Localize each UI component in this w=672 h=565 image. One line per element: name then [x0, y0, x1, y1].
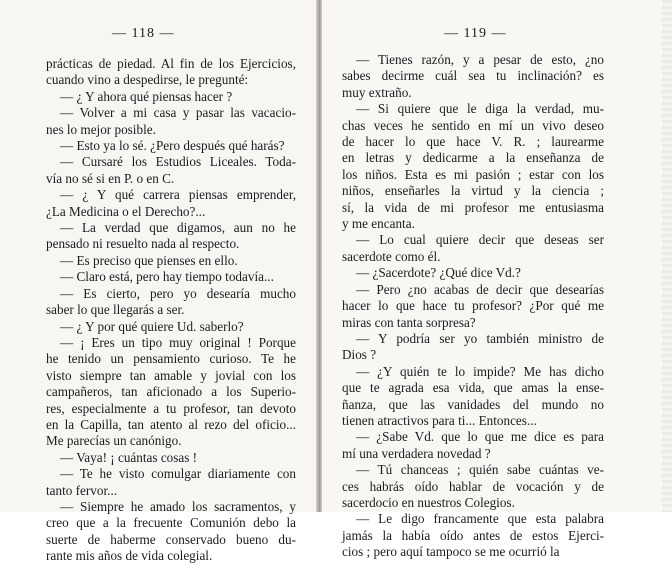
text-line: — ¡ Eres un tipo muy original ! Porque	[60, 334, 296, 350]
text-line: — Es cierto, pero yo desearía mucho	[60, 285, 296, 301]
text-line: — ¿ Y qué carrera piensas emprender,	[60, 187, 296, 203]
text-line: prácticas de piedad. Al fin de los Ejercicios,	[46, 56, 296, 71]
page-body-text	[342, 52, 604, 561]
text-line: en la Capilla, tan atento al rezo del oficio...	[46, 416, 296, 432]
text-line: Dios ?	[342, 347, 377, 363]
text-line: tienen atractivos para ti... Entonces...	[342, 412, 537, 428]
text-line: saber lo que llegarás a ser.	[46, 302, 185, 318]
text-line: que te agrada esa vida, que amas la ense-	[342, 380, 604, 396]
text-line: — ¿Sabe Vd. que lo que me dice es para	[356, 429, 604, 445]
text-line: campañeros, tan aficionado a los Superio-	[46, 384, 296, 400]
text-line: — Si quiere que le diga la verdad, mu-	[356, 101, 604, 117]
text-line: — Es preciso que pienses en ello.	[60, 252, 238, 268]
text-line: — Te he visto comulgar diariamente con	[60, 466, 296, 482]
text-line: nes lo mejor posible.	[46, 121, 156, 137]
text-line: he tenido un pensamiento curioso. Te he	[46, 351, 296, 367]
text-line: en letras y dedicarme a la enseñanza de	[342, 150, 604, 166]
text-line: — La verdad que digamos, aun no he	[60, 220, 296, 236]
text-line: — Esto ya lo sé. ¿Pero después qué harás?	[60, 138, 285, 154]
text-line: — ¿ Y por qué quiere Ud. saberlo?	[60, 318, 244, 334]
page-edge	[662, 0, 672, 512]
text-line: — Volver a mi casa y pasar las vacacio-	[60, 105, 296, 121]
page-number: — 118 —	[112, 26, 175, 41]
text-line: miras con tanta sorpresa?	[342, 314, 476, 330]
text-line: sacerdote como él.	[342, 248, 441, 264]
text-line: mí una verdadera novedad ?	[342, 445, 491, 461]
text-line: niños, enseñarles la virtud y la ciencia ;	[342, 183, 604, 199]
text-line: cios ; pero aquí tampoco se me ocurrió la	[342, 544, 560, 560]
text-line: — Y podría ser yo también ministro de	[356, 330, 604, 346]
text-line: sacerdocio en nuestros Colegios.	[342, 494, 515, 510]
text-line: tanto fervor...	[46, 482, 118, 498]
text-line: suerte de haberme conservado bueno du-	[46, 531, 296, 547]
text-line: hacer lo que hace tu profesor? ¿Por qué me	[342, 298, 604, 314]
text-line: — Lo cual quiere decir que deseas ser	[356, 232, 604, 248]
text-line: rante mis años de vida colegial.	[46, 548, 213, 564]
text-line: — Cursaré los Estudios Liceales. Toda-	[60, 154, 296, 170]
right-page	[322, 0, 672, 560]
text-line: — ¿ Y ahora qué piensas hacer ?	[60, 88, 233, 104]
text-line: — Pero ¿no acabas de decir que desearías	[356, 281, 604, 297]
text-line: — Claro está, pero hay tiempo todavía...	[60, 269, 274, 285]
text-line: — ¿Sacerdote? ¿Qué dice Vd.?	[356, 265, 521, 281]
text-line: — Le digo francamente que esta palabra	[356, 511, 604, 527]
text-line: pensado ni resuelto nada al respecto.	[46, 236, 240, 252]
text-line: vía no sé si en P. o en C.	[46, 170, 175, 186]
text-line: — Tienes razón, y a pesar de esto, ¿no	[356, 52, 604, 67]
text-line: y me encanta.	[342, 216, 415, 232]
text-line: res, especialmente a tu profesor, tan devoto	[46, 400, 296, 416]
text-line: — Vaya! ¡ cuántas cosas !	[60, 449, 198, 465]
text-line: los niños. Esta es mi pasión ; estar con los	[342, 166, 604, 182]
text-line: visto siempre tan amable y jovial con los	[46, 367, 296, 383]
left-page	[0, 0, 318, 564]
text-line: ¿La Medicina o el Derecho?...	[46, 203, 206, 219]
page-body-text	[46, 56, 296, 565]
text-line: muy extraño.	[342, 84, 412, 100]
text-line: jamás la había oído antes de estos Ejerci-	[342, 527, 604, 543]
text-line: creo que a la frecuente Comunión debo la	[46, 515, 296, 531]
text-line: sí, la vida de mi profesor me entusiasma	[342, 199, 604, 215]
text-line: Me parecías un canónigo.	[46, 433, 182, 449]
text-line: — ¿Y quién te lo impide? Me has dicho	[356, 363, 604, 379]
text-line: sabes decirme cuál sea tu inclinación? es	[342, 68, 604, 84]
text-line: de hacer lo que hace V. R. ; laurearme	[342, 134, 604, 150]
text-line: ces habrás oído hablar de vocación y de	[342, 478, 604, 494]
text-line: cuando vino a despedirse, le pregunté:	[46, 72, 249, 88]
text-line: chas veces he sentido en mí un vivo deseo	[342, 117, 604, 133]
page-number: — 119 —	[444, 26, 507, 41]
text-line: — Tú chanceas ; quién sabe cuántas ve-	[356, 462, 604, 478]
text-line: ñanza, que las vanidades del mundo no	[342, 396, 604, 412]
text-line: — Siempre he amado los sacramentos, y	[60, 498, 296, 514]
